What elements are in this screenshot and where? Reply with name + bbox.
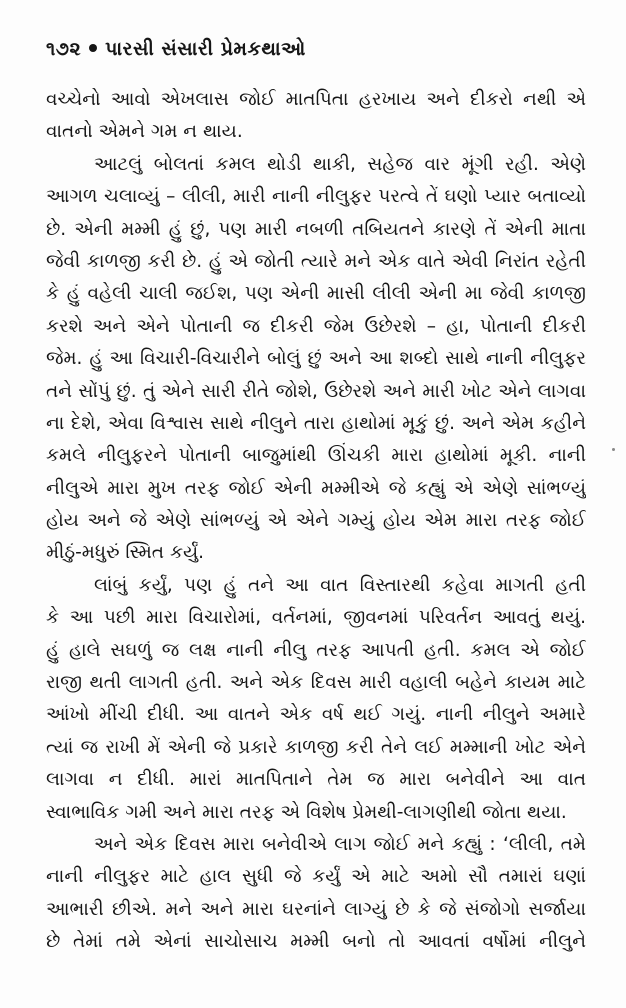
text-line: કે હું વહેલી ચાલી જઈશ, પણ એની માસી લીલી એની મા જેવી કાળજી	[46, 283, 586, 305]
body-text	[46, 84, 586, 959]
text-line: કે આ પછી મારા વિચારોમાં, વર્તનમાં, જીવનમાં પરિવર્તન આવતું થયું.	[46, 607, 586, 629]
text-line: આગળ ચલાવ્યું – લીલી, મારી નાની નીલુફર પરત્વે તેં ઘણો પ્યાર બતાવ્યો	[46, 186, 586, 208]
text-line: છે તેમાં તમે એનાં સાચોસાચ મમ્મી બનો તો આવતાં વર્ષોમાં નીલુને	[46, 931, 586, 953]
text-line: સ્વાભાવિક ગમી અને મારા તરફ એ વિશેષ પ્રેમથી-લાગણીથી જોતા થયા.	[46, 801, 567, 823]
page-number: ૧૭૨	[46, 38, 82, 60]
text-line: જેમ. હું આ વિચારી-વિચારીને બોલું છું અને આ શબ્દો સાથે નાની નીલુફર	[46, 348, 586, 370]
text-line: ના દેશે, એવા વિશ્વાસ સાથે નીલુને તારા હાથોમાં મૂકું છું. અને એમ કહીને	[46, 412, 586, 434]
text-line: ત્યાં જ રાખી મેં એની જે પ્રકારે કાળજી કરી તેને લઈ મમ્માની ખોટ એને	[46, 736, 586, 758]
text-line: છે. એની મમ્મી હું છું, પણ મારી નબળી તબિયતને કારણે તેં એની માતા	[46, 218, 586, 240]
text-line: હોય અને જે એણે સાંભળ્યું એ એને ગમ્યું હોય એમ મારા તરફ જોઈ	[46, 510, 586, 532]
text-line: રાજી થતી લાગતી હતી. અને એક દિવસ મારી વહાલી બહેને કાયમ માટે	[46, 672, 586, 694]
text-line: હું હાલે સઘળું જ લક્ષ નાની નીલુ તરફ આપતી હતી. કમલ એ જોઈ	[46, 639, 586, 661]
paragraph-start-line: લાંબું કર્યું, પણ હું તને આ વાત વિસ્તારથી કહેવા માગતી હતી	[94, 574, 586, 596]
text-line: વચ્ચેનો આવો એખલાસ જોઈ માતપિતા હરખાય અને દીકરો નથી એ	[46, 89, 586, 110]
bullet-separator-icon	[89, 44, 97, 52]
running-header	[46, 38, 306, 60]
text-line: કમલે નીલુફરને પોતાની બાજુમાંથી ઊંચકી મારા હાથોમાં મૂકી. નાની	[46, 445, 586, 467]
book-title: પારસી સંસારી પ્રેમકથાઓ	[105, 38, 306, 60]
text-line: જેવી કાળજી કરી છે. હું એ જોતી ત્યારે મને એક વાતે એવી નિરાંત રહેતી	[46, 250, 586, 272]
text-line: કરશે અને એને પોતાની જ દીકરી જેમ ઉછેરશે – હા, પોતાની દીકરી	[46, 315, 586, 337]
text-line: નાની નીલુફર માટે હાલ સુધી જે કર્યું એ માટે અમો સૌ તમારાં ઘણાં	[46, 866, 586, 888]
text-line: નીલુએ મારા મુખ તરફ જોઈ એની મમ્મીએ જે કહ્યું એ એણે સાંભળ્યું	[46, 477, 586, 499]
paragraph-start-line: અને એક દિવસ મારા બનેવીએ લાગ જોઈ મને કહ્યું : ‘લીલી, તમે	[94, 833, 586, 855]
text-line: આંખો મીંચી દીધી. આ વાતને એક વર્ષ થઈ ગયું. નાની નીલુને અમારે	[46, 704, 586, 726]
paragraph-start-line: આટલું બોલતાં કમલ થોડી થાકી, સહેજ વાર મૂંગી રહી. એણે	[94, 153, 586, 175]
text-line: આભારી છીએ. મને અને મારા ઘરનાંને લાગ્યું છે કે જે સંજોગો સર્જાયા	[46, 898, 586, 920]
text-line: વાતનો એમને ગમ ન થાય.	[46, 121, 243, 143]
print-speck	[612, 448, 615, 451]
text-line: લાગવા ન દીધી. મારાં માતપિતાને તેમ જ મારા બનેવીને આ વાત	[46, 769, 586, 791]
text-line: મીઠું-મધુરું સ્મિત કર્યું.	[46, 542, 205, 564]
text-line: તને સોંપું છું. તું એને સારી રીતે જોશે, ઉછેરશે અને મારી ખોટ એને લાગવા	[46, 380, 586, 402]
